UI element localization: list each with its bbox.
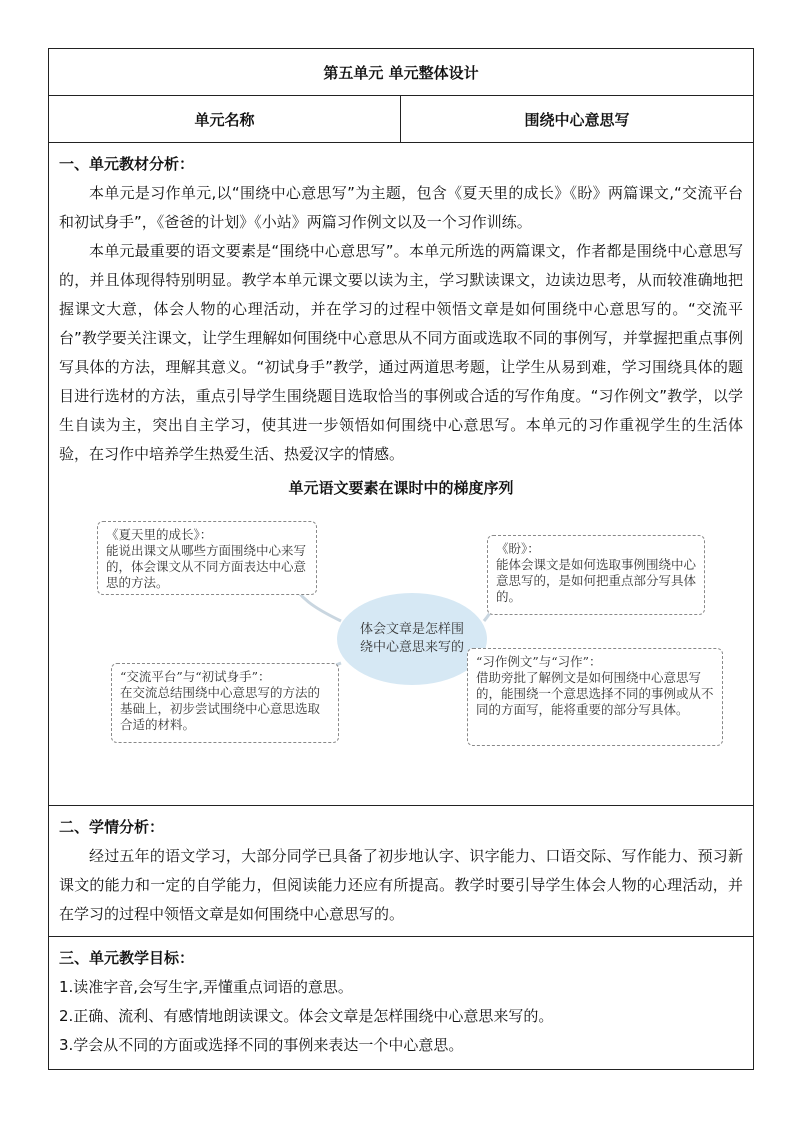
section1-paragraph-2: 本单元最重要的语文要素是“围绕中心意思写”。本单元所选的两篇课文，作者都是围绕中心意思写的，并且体现得特别明显。教学本单元课文要以读为主，学习默读课文，边读边思考，从而较准确地把握课文大意，体会人物的心理活动，并在学习的过程中领悟文章是如何围绕中心意思写的。“交流平台”教学要关注课文，让学生理解如何围绕中心意思从不同方面或选取不同的事例写，并掌握把重点事例写具体的方法，理解其意义。“初试身手”教学，通过两道思考题，让学生从易到难，学习围绕具体的题目进行选材的方法，重点引导学生围绕题目选取恰当的事例或合适的写作角度。“习作例文”教学，以学生自读为主，突出自主学习，使其进一步领悟如何围绕中心意思写。本单元的习作重视学生的生活体验，在习作中培养学生热爱生活、热爱汉字的情感。: [59, 242, 744, 463]
section-student-analysis: [49, 806, 754, 937]
mind-map: [59, 503, 743, 753]
box-example-essay: “习作例文”与“习作”： 借助旁批了解例文是如何围绕中心意思写的，能围绕一个意思选择不同的事例或从不同的方面写，能将重要的部分写具体。: [467, 648, 723, 746]
document-page: [48, 48, 752, 1070]
section1-heading: 一、单元教材分析：: [59, 155, 195, 173]
goal-item-2: 2.正确、流利、有感情地朗读课文。体会文章是怎样围绕中心意思来写的。: [59, 1007, 554, 1025]
section-teaching-goals: [49, 937, 754, 1070]
unit-name-label: 单元名称: [49, 96, 401, 143]
section2-paragraph: 经过五年的语文学习，大部分同学已具备了初步地认字、识字能力、口语交际、写作能力、预习新课文的能力和一定的自学能力，但阅读能力还应有所提高。教学时要引导学生体会人物的心理活动，并在学习的过程中领悟文章是如何围绕中心意思写的。: [59, 847, 744, 923]
core-element-bubble: 体会文章是怎样围绕中心意思来写的: [337, 593, 487, 685]
diagram-title: 单元语文要素在课时中的梯度序列: [288, 479, 514, 497]
section1-paragraph-1: 本单元是习作单元,以“围绕中心意思写”为主题，包含《夏天里的成长》《盼》两篇课文,“交流平台和初试身手”，《爸爸的计划》《小站》两篇习作例文以及一个习作训练。: [59, 184, 744, 231]
box-exchange-platform: “交流平台”与“初试身手”： 在交流总结围绕中心意思写的方法的基础上，初步尝试围绕中心意思选取合适的材料。: [111, 663, 339, 743]
goal-item-1: 1.读准字音,会写生字,弄懂重点词语的意思。: [59, 978, 353, 996]
section-material-analysis: [49, 143, 754, 806]
section3-heading: 三、单元教学目标：: [59, 949, 195, 967]
page-title: 第五单元 单元整体设计: [49, 49, 754, 96]
box-summer-growth: 《夏天里的成长》： 能说出课文从哪些方面围绕中心来写的，体会课文从不同方面表达中心意思的方法。: [97, 521, 317, 595]
box-pan: 《盼》： 能体会课文是如何选取事例围绕中心意思写的，是如何把重点部分写具体的。: [487, 535, 705, 615]
unit-name-value: 围绕中心意思写: [401, 96, 754, 143]
goal-item-3: 3.学会从不同的方面或选择不同的事例来表达一个中心意思。: [59, 1036, 464, 1054]
section2-heading: 二、学情分析：: [59, 818, 165, 836]
design-table: [48, 48, 754, 1070]
